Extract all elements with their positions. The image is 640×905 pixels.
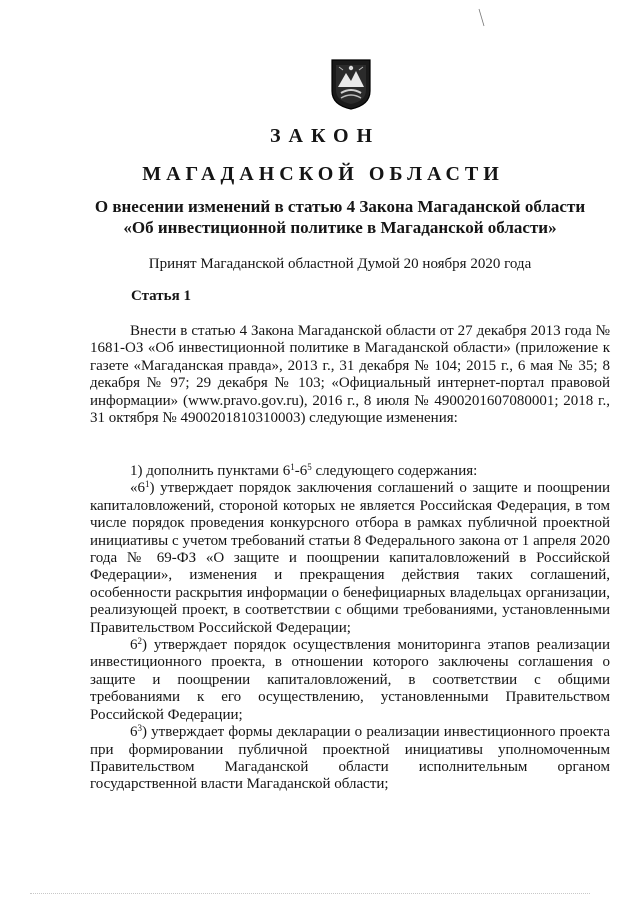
point-6-2 bbox=[90, 637, 610, 724]
law-title bbox=[60, 196, 620, 238]
point-6-1-sup: 1 bbox=[145, 479, 150, 490]
document-type: ЗАКОН bbox=[269, 125, 381, 147]
pen-mark-icon bbox=[478, 8, 486, 28]
intro-paragraph: Внести в статью 4 Закона Магаданской области от 27 декабря 2013 года № 1681-ОЗ «Об инвестиционной политике в Магаданской области» (приложение к газете «Магаданская правда», 2013 г., 31 декабря № 104; 2015 г., 6 мая № 35; 8 декабря № 97; 29 декабря № 103; «Официальный интернет-портал правовой информации» (www.pravo.gov.ru), 2016 г., 8 июля № 4900201607080001; 2018 г., 31 октября № 4900201810310003) следующие изменения: bbox=[90, 323, 610, 427]
adoption-note: Принят Магаданской областной Думой 20 ноября 2020 года bbox=[148, 256, 532, 272]
point-6-3-sup: 3 bbox=[137, 723, 142, 734]
point-6-2-sup: 2 bbox=[137, 636, 142, 647]
article-heading: Статья 1 bbox=[131, 288, 191, 304]
region-name: МАГАДАНСКОЙ ОБЛАСТИ bbox=[142, 163, 504, 185]
scan-edge-line bbox=[30, 893, 590, 895]
point-6-2-text: ) утверждает порядок осуществления мониторинга этапов реализации инвестиционного проекта, в отношении которого заключены соглашения о защите и поощрении капиталовложений, в соответствии с общими требованиями к его осуществлению, установленными Правительством Российской Федерации; bbox=[90, 637, 610, 723]
article-intro bbox=[90, 323, 610, 427]
coat-of-arms-icon bbox=[329, 57, 373, 111]
point-6-3-number: 6 bbox=[130, 724, 138, 741]
point-6-2-number: 6 bbox=[130, 637, 138, 654]
item-1-lead: 1) дополнить пунктами 6 bbox=[130, 463, 291, 479]
point-6-1 bbox=[90, 480, 610, 637]
item-1-tail: следующего содержания: bbox=[311, 463, 478, 479]
item-1 bbox=[90, 463, 610, 480]
point-6-3 bbox=[90, 724, 610, 794]
point-6-1-text: ) утверждает порядок заключения соглашений о защите и поощрении капиталовложений, стороной которых не является Российская Федерация, в том числе порядок проведения конкурсного отбора в рамках публичной проектной инициативы с учетом требований статьи 8 Федерального закона от 1 апреля 2020 года № 69-ФЗ «О защите и поощрении капиталовложений в Российской Федерации», изменения и прекращения действия таких соглашений, особенности раскрытия информации о бенефициарных владельцах организации, реализующей проект, в соответствии с общими требованиями, установленными Правительством Российской Федерации; bbox=[90, 480, 610, 636]
law-title-line-1: О внесении изменений в статью 4 Закона Магаданской области bbox=[94, 197, 586, 216]
law-title-line-2: «Об инвестиционной политике в Магаданской области» bbox=[123, 218, 557, 237]
item-1-sup-a: 1 bbox=[290, 462, 295, 472]
point-6-1-number: «6 bbox=[130, 480, 145, 497]
item-1-dash: -6 bbox=[294, 463, 308, 479]
point-6-3-text: ) утверждает формы декларации о реализации инвестиционного проекта при формировании публичной проектной инициативы уполномоченным Правительством Магаданской области исполнительным органом государственной власти Магаданской области; bbox=[90, 724, 610, 793]
item-1-sup-b: 5 bbox=[307, 462, 312, 472]
amendments-list bbox=[90, 463, 610, 794]
